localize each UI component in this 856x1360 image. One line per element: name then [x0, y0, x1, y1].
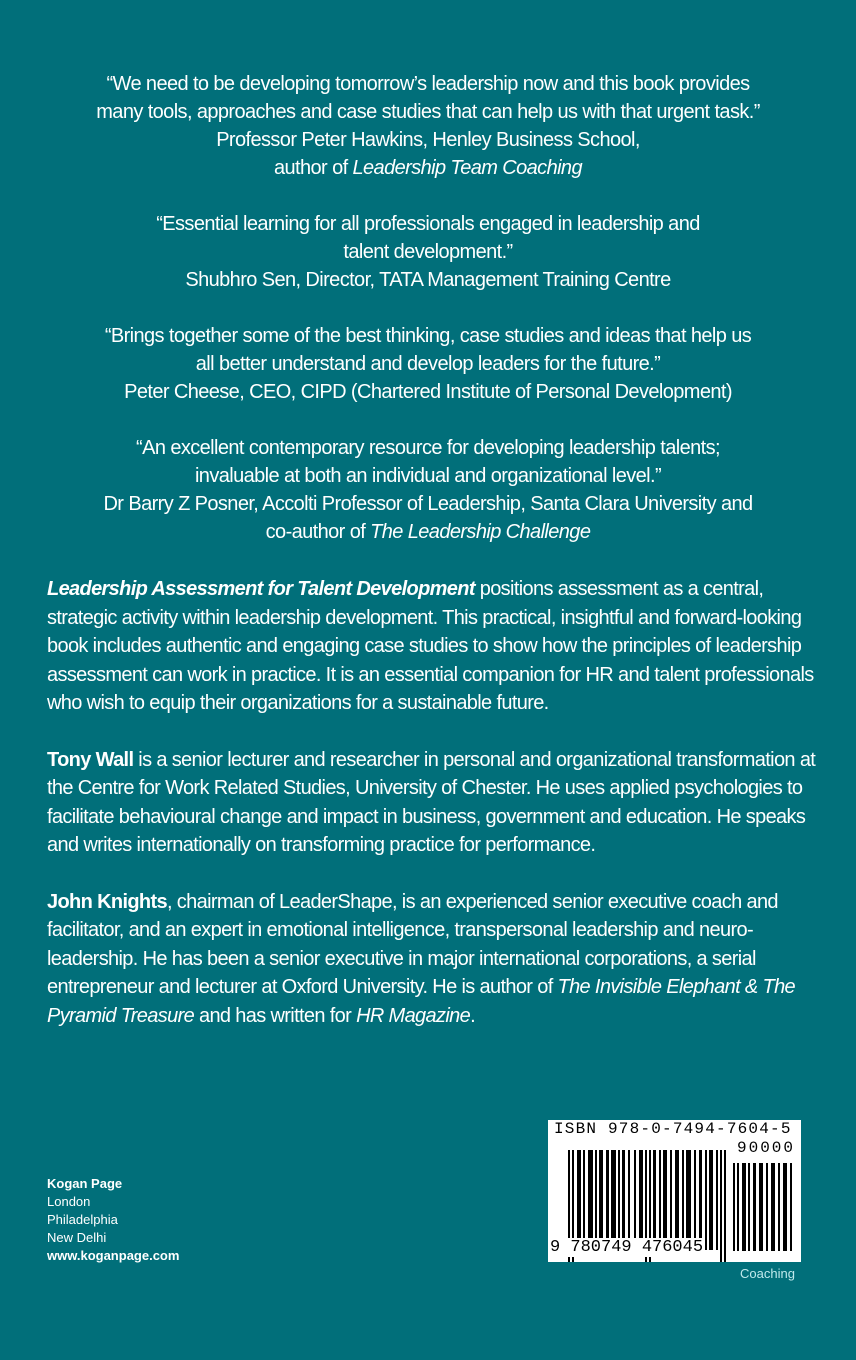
isbn-barcode — [548, 1120, 801, 1262]
attribution-line2 — [0, 154, 856, 182]
author-bio-knights — [47, 888, 827, 1031]
isbn-label: ISBN 978-0-7494-7604-5 — [554, 1120, 792, 1138]
category-label: Coaching — [740, 1266, 795, 1281]
publisher-info — [47, 1175, 179, 1265]
book-title: The Invisible Elephant & The Pyramid Treasure — [47, 976, 796, 1027]
publisher-city: London — [47, 1194, 91, 1209]
blurb — [47, 575, 827, 1058]
book-title: Leadership Team Coaching — [352, 157, 582, 179]
quote-line: many tools, approaches and case studies that can help us with that urgent task.” — [96, 101, 760, 123]
attribution-prefix: author of — [274, 157, 353, 179]
attribution-line2 — [0, 518, 856, 546]
attribution: Peter Cheese, CEO, CIPD (Chartered Institute of Personal Development) — [124, 381, 732, 403]
attribution: Professor Peter Hawkins, Henley Business School, — [216, 129, 640, 151]
endorsement-sen — [0, 210, 856, 294]
author-bio-text: and has written for — [194, 1004, 357, 1027]
publisher-city: New Delhi — [47, 1230, 107, 1245]
publisher-city: Philadelphia — [47, 1212, 118, 1227]
book-title: The Leadership Challenge — [370, 521, 591, 543]
quote-line: “Essential learning for all professionals engaged in leadership and — [156, 213, 700, 235]
quote-line: “We need to be developing tomorrow’s leadership now and this book provides — [106, 73, 750, 95]
author-bio-text: is a senior lecturer and researcher in personal and organizational transformation at the Centre for Work Related Studies, University of Chester. He uses applied psychologies to facilitate behavioural change and impact in business, government and education. He speaks and writes internationally on transforming practice for performance. — [47, 748, 816, 856]
author-name: John Knights — [47, 890, 167, 913]
quote-line: invaluable at both an individual and organizational level.” — [194, 465, 662, 487]
quote-line: “Brings together some of the best thinking, case studies and ideas that help us — [104, 325, 752, 347]
description-text: positions assessment as a central, strategic activity within leadership development. This practical, insightful and forward-looking book includes authentic and engaging case studies to show how the principles of leadership assessment can work in practice. It is an essential companion for HR and talent professionals who wish to equip their organizations for a sustainable future. — [47, 578, 814, 714]
attribution: Shubhro Sen, Director, TATA Management Training Centre — [185, 269, 671, 291]
quote-line: talent development.” — [343, 241, 513, 263]
author-name: Tony Wall — [47, 748, 134, 771]
price-barcode-icon — [733, 1163, 795, 1251]
endorsements — [0, 70, 856, 574]
description-paragraph — [47, 575, 827, 718]
attribution-prefix: co-author of — [265, 521, 371, 543]
author-bio-text: , chairman of LeaderShape, is an experienced senior executive coach and facilitator, and an expert in emotional intelligence, transpersonal leadership and neuro-leadership. He has been a senior executive in major international corporations, a serial entrepreneur and lecturer at Oxford University. He is author of — [47, 890, 778, 998]
endorsement-posner — [0, 434, 856, 546]
magazine-title: HR Magazine — [356, 1004, 471, 1027]
ean-number: 9 780749 476045 — [550, 1238, 704, 1257]
author-bio-wall — [47, 746, 827, 860]
endorsement-hawkins — [0, 70, 856, 182]
publisher-name: Kogan Page — [47, 1176, 123, 1191]
price-code: 90000 — [736, 1139, 795, 1157]
attribution: Dr Barry Z Posner, Accolti Professor of Leadership, Santa Clara University and — [103, 493, 753, 515]
endorsement-cheese — [0, 322, 856, 406]
quote-line: “An excellent contemporary resource for developing leadership talents; — [136, 437, 720, 459]
book-title: Leadership Assessment for Talent Development — [47, 578, 475, 600]
punctuation: . — [470, 1004, 475, 1027]
publisher-website[interactable]: www.koganpage.com — [47, 1248, 180, 1263]
quote-line: all better understand and develop leaders for the future.” — [195, 353, 661, 375]
